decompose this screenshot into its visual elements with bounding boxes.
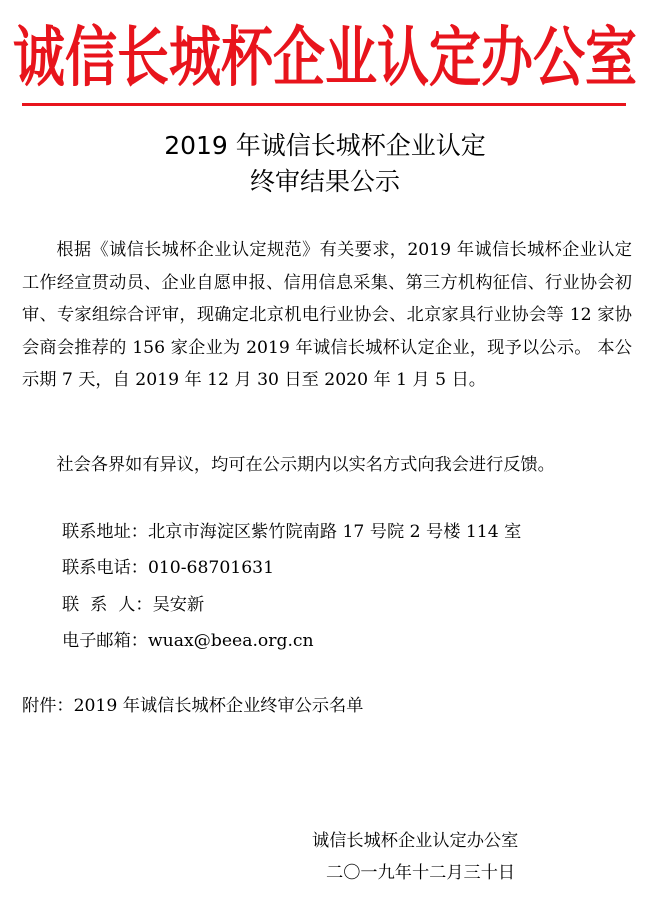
contact-person: 联 系 人：吴安新 xyxy=(62,595,205,615)
masthead-title: 诚信长城杯企业认定办公室 xyxy=(12,20,637,96)
body-paragraph-announcement: 根据《诚信长城杯企业认定规范》有关要求，2019 年诚信长城杯企业认定工作经宣贯动员、企业自愿申报、信用信息采集、第三方机构征信、行业协会初审、专家组综合评审，现确定北京机电行业协会、北京家具行业协会等 12 家协会商会推荐的 156 家企业为 2019 年诚信长城杯认定企业，现予以公示。 本公示期 7 天，自 2019 年 12 月 30 日至 2020 年 1 月 5 日。 xyxy=(22,240,632,390)
contact-phone: 联系电话：010-68701631 xyxy=(62,558,275,578)
attachment-note: 附件：2019 年诚信长城杯企业终审公示名单 xyxy=(22,696,364,716)
signoff-date: 二〇一九年十二月三十日 xyxy=(326,863,516,883)
document-title-line-2: 终审结果公示 xyxy=(249,167,400,196)
contact-address: 联系地址：北京市海淀区紫竹院南路 17 号院 2 号楼 114 室 xyxy=(62,522,522,542)
body-paragraph-feedback: 社会各界如有异议，均可在公示期内以实名方式向我会进行反馈。 xyxy=(56,455,555,475)
signoff-organization: 诚信长城杯企业认定办公室 xyxy=(312,831,519,851)
contact-email: 电子邮箱：wuax@beea.org.cn xyxy=(62,631,314,651)
red-divider-line xyxy=(22,103,626,106)
document-title-line-1: 2019 年诚信长城杯企业认定 xyxy=(164,131,486,160)
